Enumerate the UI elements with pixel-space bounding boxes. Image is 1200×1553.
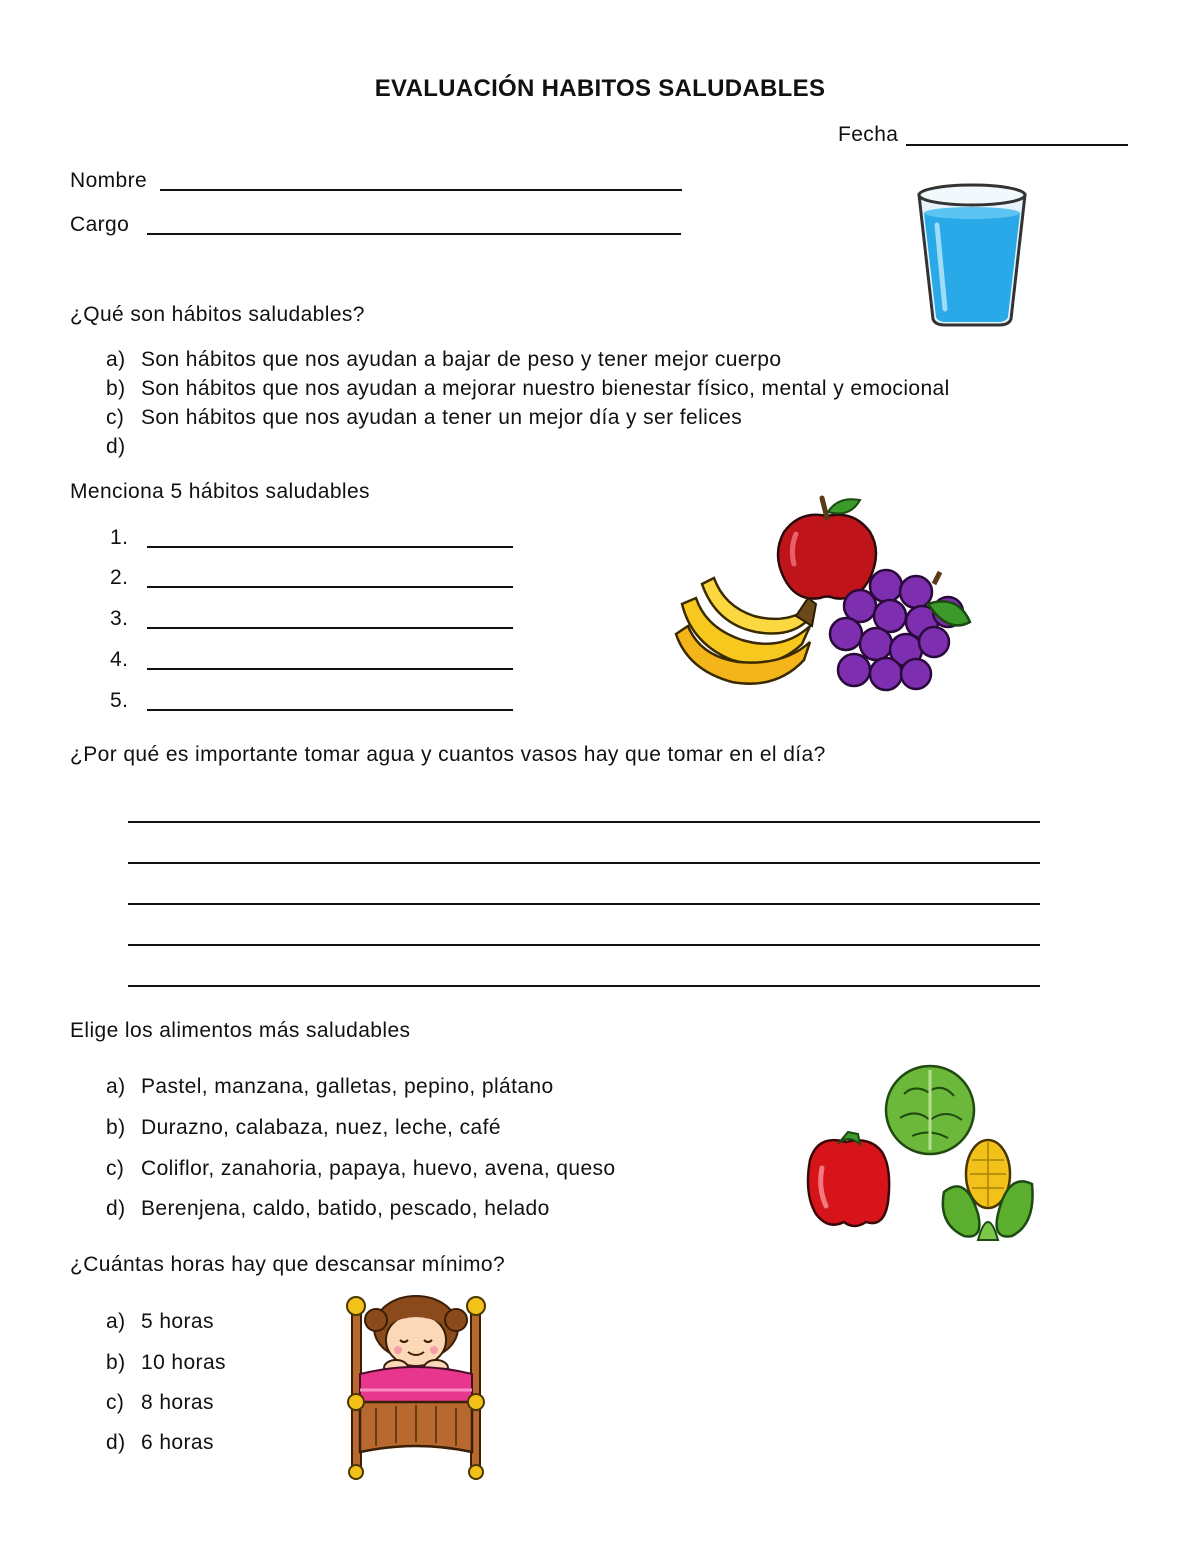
q1-option-b[interactable]: [106, 378, 950, 399]
q5-option-c[interactable]: [106, 1392, 214, 1413]
nombre-label: Nombre: [70, 169, 148, 192]
q3-answer-line-3[interactable]: [128, 903, 1040, 905]
option-letter: b): [106, 377, 126, 400]
fruits-icon: [672, 494, 978, 704]
q2-item-5-number: 5.: [110, 689, 129, 712]
q2-item-2-number: 2.: [110, 566, 129, 589]
option-text: 8 horas: [141, 1391, 214, 1414]
q2-item-1-field[interactable]: [147, 546, 513, 548]
option-text: Son hábitos que nos ayudan a tener un mejor día y ser felices: [141, 406, 743, 429]
option-letter: c): [106, 1391, 125, 1414]
q3-answer-line-1[interactable]: [128, 821, 1040, 823]
q2-item-2-field[interactable]: [147, 586, 513, 588]
option-letter: b): [106, 1116, 126, 1139]
cargo-label: Cargo: [70, 213, 130, 236]
option-letter: b): [106, 1351, 126, 1374]
vegetables-icon: [804, 1064, 1036, 1244]
q5-option-a[interactable]: [106, 1311, 214, 1332]
corn-icon: [943, 1140, 1033, 1240]
q4-option-c[interactable]: [106, 1158, 616, 1179]
q1-option-d[interactable]: [106, 436, 141, 457]
q3-answer-line-2[interactable]: [128, 862, 1040, 864]
lettuce-icon: [886, 1066, 974, 1154]
option-letter: d): [106, 1197, 126, 1220]
q5-option-b[interactable]: [106, 1352, 226, 1373]
q2-item-3-field[interactable]: [147, 627, 513, 629]
question-2: Menciona 5 hábitos saludables: [70, 480, 370, 503]
q4-option-a[interactable]: [106, 1076, 554, 1097]
q2-item-5-field[interactable]: [147, 709, 513, 711]
option-letter: c): [106, 1157, 125, 1180]
question-4: Elige los alimentos más saludables: [70, 1019, 411, 1042]
sleeping-girl-icon: [340, 1290, 492, 1482]
option-letter: a): [106, 348, 126, 371]
fecha-label: Fecha: [838, 123, 899, 146]
option-text: Coliflor, zanahoria, papaya, huevo, avena, queso: [141, 1157, 616, 1180]
option-text: 10 horas: [141, 1351, 226, 1374]
apple-icon: [778, 498, 876, 599]
option-letter: a): [106, 1310, 126, 1333]
fecha-field[interactable]: [906, 144, 1128, 146]
cargo-field[interactable]: [147, 233, 681, 235]
question-1: ¿Qué son hábitos saludables?: [70, 303, 365, 326]
water-glass-icon: [915, 183, 1029, 326]
q1-option-c[interactable]: [106, 407, 742, 428]
option-letter: d): [106, 435, 126, 458]
q2-item-4-field[interactable]: [147, 668, 513, 670]
q3-answer-line-4[interactable]: [128, 944, 1040, 946]
q5-option-d[interactable]: [106, 1432, 214, 1453]
question-3: ¿Por qué es importante tomar agua y cuantos vasos hay que tomar en el día?: [70, 743, 826, 766]
option-text: Berenjena, caldo, batido, pescado, helado: [141, 1197, 550, 1220]
q4-option-d[interactable]: [106, 1198, 550, 1219]
option-text: Son hábitos que nos ayudan a mejorar nuestro bienestar físico, mental y emocional: [141, 377, 950, 400]
option-letter: a): [106, 1075, 126, 1098]
q2-item-4-number: 4.: [110, 648, 129, 671]
bell-pepper-icon: [808, 1132, 889, 1226]
option-text: 6 horas: [141, 1431, 214, 1454]
option-text: 5 horas: [141, 1310, 214, 1333]
q2-item-3-number: 3.: [110, 607, 129, 630]
q4-option-b[interactable]: [106, 1117, 501, 1138]
option-text: Durazno, calabaza, nuez, leche, café: [141, 1116, 501, 1139]
q1-option-a[interactable]: [106, 349, 781, 370]
option-letter: c): [106, 406, 125, 429]
page-title: EVALUACIÓN HABITOS SALUDABLES: [374, 75, 826, 102]
nombre-field[interactable]: [160, 189, 682, 191]
q3-answer-line-5[interactable]: [128, 985, 1040, 987]
question-5: ¿Cuántas horas hay que descansar mínimo?: [70, 1253, 506, 1276]
q2-item-1-number: 1.: [110, 526, 129, 549]
option-text: Son hábitos que nos ayudan a bajar de peso y tener mejor cuerpo: [141, 348, 782, 371]
option-text: Pastel, manzana, galletas, pepino, plátano: [141, 1075, 554, 1098]
option-letter: d): [106, 1431, 126, 1454]
